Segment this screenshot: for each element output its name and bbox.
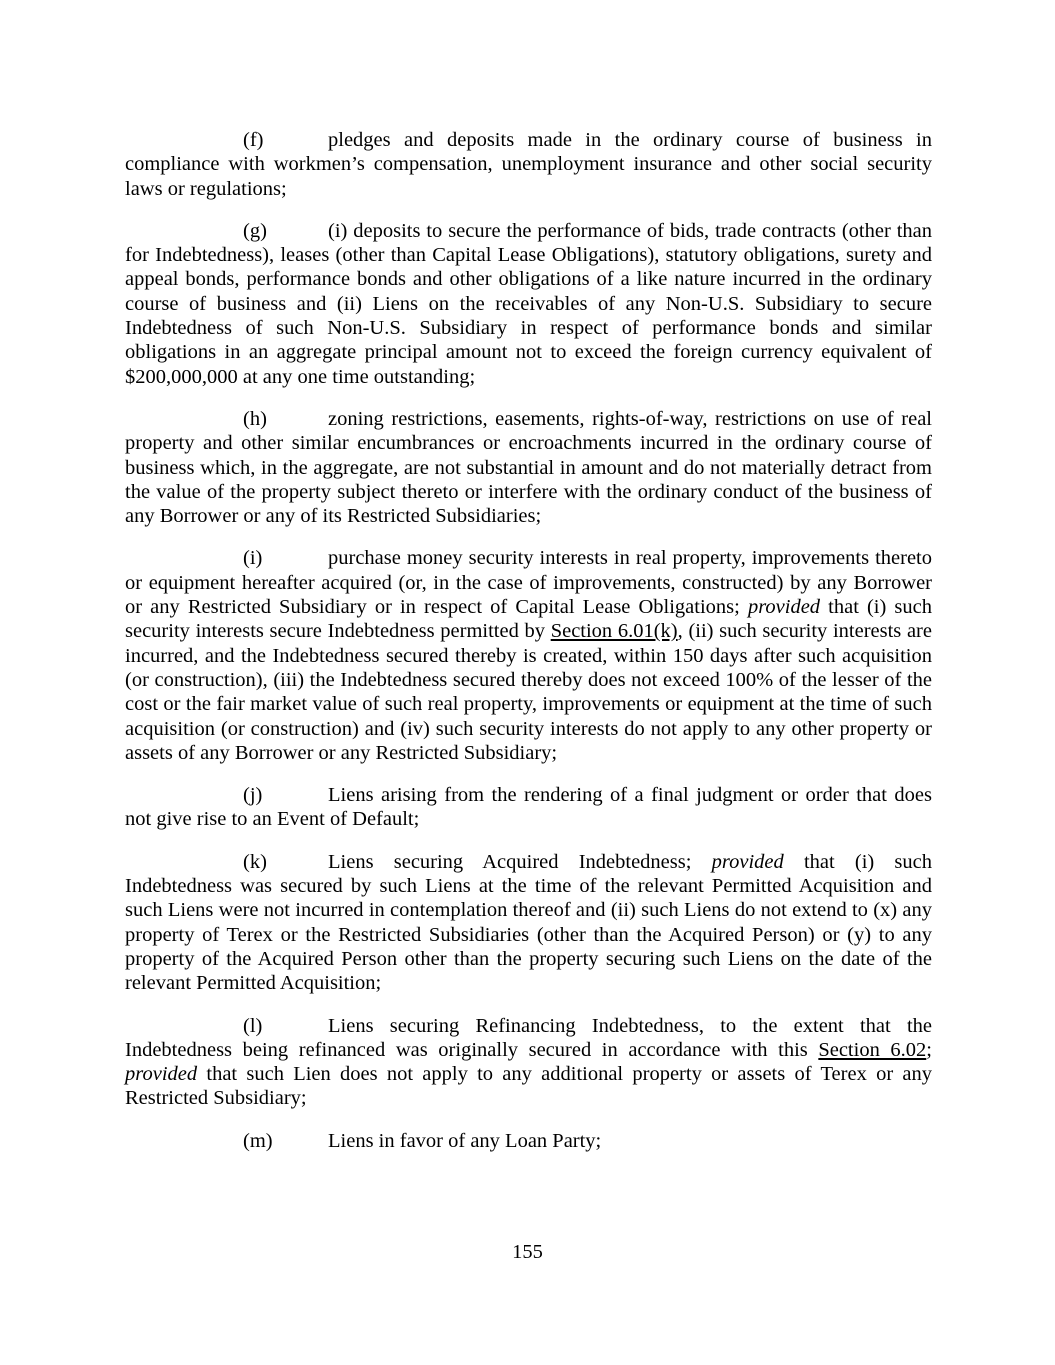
page-number: 155: [512, 1241, 543, 1263]
text-segment: pledges and deposits made in the ordinary course of business in compliance with workmen’s compensation, unemployment insurance and other social security laws or regulations;: [125, 129, 932, 200]
text-segment: Liens in favor of any Loan Party;: [328, 1129, 602, 1152]
paragraph-m: [125, 1129, 932, 1153]
text-segment: Section 6.02: [818, 1038, 927, 1061]
paragraph-label: (f): [243, 129, 264, 151]
text-segment: ;: [926, 1038, 932, 1061]
text-segment: provided: [125, 1063, 198, 1086]
text-segment: that (i) such Indebtedness was secured by such Liens at the time of the relevant Permitted Acquisition and such Liens were not incurred in contemplation thereof and (ii) such Liens do not extend to (x) any property of Terex or the Restricted Subsidiaries (other than the Acquired Person) or (y) to any property of the Acquired Person other than the property securing such Liens on the date of the relevant Permitted Acquisition;: [125, 850, 932, 995]
paragraph-label: (m): [243, 1129, 273, 1152]
paragraph-i: [125, 546, 932, 765]
text-segment: zoning restrictions, easements, rights-of-way, restrictions on use of real property and other similar encumbrances or encroachments incurred in the ordinary course of business which, in the aggregate, are not substantial in amount and do not materially detract from the value of the property subject thereto or interfere with the ordinary conduct of the business of any Borrower or any of its Restricted Subsidiaries;: [125, 407, 932, 528]
text-segment: Liens arising from the rendering of a final judgment or order that does not give rise to an Event of Default;: [125, 784, 932, 831]
paragraph-f: [125, 128, 932, 201]
paragraph-label: (i): [243, 547, 263, 570]
paragraph-k: [125, 850, 932, 996]
page-footer: [0, 1240, 1055, 1264]
text-segment: that such Lien does not apply to any additional property or assets of Terex or any Restricted Subsidiary;: [125, 1063, 932, 1110]
paragraph-g: [125, 219, 932, 389]
text-segment: Section 6.01(k): [550, 620, 678, 643]
paragraph-h: [125, 407, 932, 528]
paragraph-label: (h): [243, 407, 267, 430]
text-segment: provided: [711, 850, 784, 873]
text-segment: Liens securing Acquired Indebtedness;: [328, 850, 712, 873]
paragraph-label: (l): [243, 1014, 263, 1037]
paragraph-l: [125, 1014, 932, 1111]
text-segment: provided: [747, 596, 821, 619]
paragraph-label: (j): [243, 784, 263, 807]
text-segment: Liens securing Refinancing Indebtedness, to the extent that the Indebtedness being refinanced was originally secured in accordance with this: [125, 1014, 932, 1061]
text-segment: , (ii) such security interests are incurred, and the Indebtedness secured thereby is created, within 150 days after such acquisition (or construction), (iii) the Indebtedness secured thereby does not exceed 100% of the lesser of the cost or the fair market value of such real property, improvements or equipment at the time of such acquisition (or construction) and (iv) such security interests do not apply to any other property or assets of any Borrower or any Restricted Subsidiary;: [125, 620, 932, 764]
paragraph-j: [125, 783, 932, 832]
text-segment: that (i) such security interests secure Indebtedness permitted by: [125, 596, 932, 643]
text-segment: purchase money security interests in real property, improvements thereto or equipment hereafter acquired (or, in the case of improvements, constructed) by any Borrower or any Restricted Subsidiary or in respect of Capital Lease Obligations;: [125, 547, 932, 619]
document-body: [125, 128, 932, 1153]
paragraph-label: (k): [243, 850, 267, 873]
text-segment: (i) deposits to secure the performance of bids, trade contracts (other than for Indebtedness), leases (other than Capital Lease Obligations), statutory obligations, surety and appeal bonds, performance bonds and other obligations of a like nature incurred in the ordinary course of business and (ii) Liens on the receivables of any Non-U.S. Subsidiary to secure Indebtedness of such Non-U.S. Subsidiary in respect of performance bonds and similar obligations in an aggregate principal amount not to exceed the foreign currency equivalent of $200,000,000 at any one time outstanding;: [125, 219, 932, 388]
paragraph-label: (g): [243, 219, 267, 242]
